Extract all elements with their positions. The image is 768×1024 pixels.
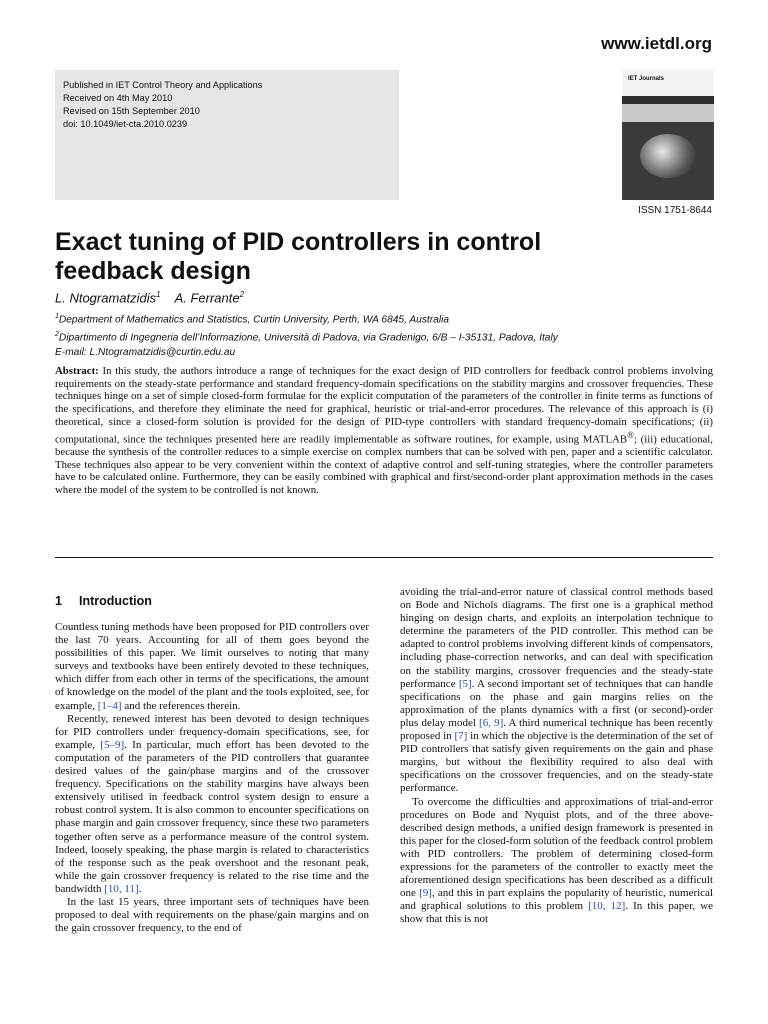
abstract-text-part2: ; (iii) educational, because the synthesis of the controller reduces to a simple exercise on complex numbers that can be solved with pen, paper and a scientific calculator. These techniques also appear to be very convenient within the context of adaptive control and self-tuning strategies, where the controller parameters have to be calculated online. Furthermore, they can be easily combined with graphical and first/second-order plant approximation methods in the cases where the model of the system to be controlled is not known. [55, 433, 713, 496]
cover-title-bar [622, 96, 714, 104]
right-column [400, 586, 713, 926]
citation-link[interactable]: [10, 11] [104, 882, 139, 895]
citation-link[interactable]: [7] [454, 730, 468, 743]
author-email[interactable]: E-mail: L.Ntogramatzidis@curtin.edu.au [55, 346, 236, 358]
text-run: In the last 15 years, three important sets of techniques have been proposed to deal with requirements on the phase/gain margins and on the gain crossover frequency, to the end of [55, 895, 369, 935]
text-run: To overcome the difficulties and approximations of trial-and-error procedures on Bode and Nyquist plots, and of the three above-described design methods, a unified design framework is presented in this paper for the closed-form solution of the feedback control problem with PID controllers. The problem of determining closed-form expressions for the parameters of the controller to exactly meet the aforementioned design specifications has been described as a difficult one [400, 795, 713, 900]
affil-mark: 1 [55, 313, 59, 320]
citation-link[interactable]: [1–4] [97, 699, 122, 712]
citation-link[interactable]: [9] [419, 887, 432, 900]
pub-journal-line: Published in IET Control Theory and Applications [63, 80, 263, 90]
abstract [55, 365, 713, 497]
abstract-label: Abstract: [55, 365, 99, 377]
text-run: Countless tuning methods have been proposed for PID controllers over the last 70 years. Accounting for all of them goes beyond the possibilities of this paper. We limit ourselves to noting that many surveys and textbooks have been entirely devoted to these techniques, which differ from each other in terms of the specifications, the amount of knowledge on the model of the plant and the tools exploited, see, for example, [55, 621, 369, 712]
author-name: A. Ferrante [174, 290, 240, 306]
citation-link[interactable]: [5] [458, 677, 472, 690]
affil-text: Dipartimento di Ingegneria dell’Informazione, Università di Padova, via Gradenigo, 6/B – I-35131, Padova, Italy [58, 332, 558, 344]
affil-text: Department of Mathematics and Statistics, Curtin University, Perth, WA 6845, Australia [58, 314, 450, 326]
affil-mark: 2 [55, 330, 59, 338]
citation-link[interactable]: [5–9] [100, 738, 125, 751]
text-run: . A third numerical technique has been recently proposed in [400, 716, 714, 743]
affiliations [55, 310, 558, 360]
text-run: . In particular, much effort has been devoted to the computation of the parameters of the PID controllers that guarantee desired values of the gain/phase margins and of the crossover frequency. Specifications on the stability margins have always been extensively utilised in feedback control system design to ensure a robust control system. It is also common to encounter specifications on phase margin and gain crossover frequency, since these two parameters together often serve as a performance measure of the control system. Indeed, loosely speaking, the phase margin is related to characteristics of the response such as the peak overshoot and the resonant peak, while the gain crossover frequency is related to the rise time and the bandwidth [55, 738, 369, 895]
text-run: . [138, 882, 142, 895]
site-url[interactable]: www.ietdl.org [601, 34, 712, 53]
body-paragraph [55, 621, 369, 713]
pub-received-line: Received on 4th May 2010 [63, 93, 173, 103]
body-paragraph [55, 896, 369, 935]
affiliation-2 [55, 328, 558, 346]
author-list [55, 290, 244, 305]
text-run: in which the objective is the determination of the set of PID controllers that satisfy given requirements on the gain and phase margins, but without the flexibility required to also deal with specifications on the crossover frequencies, and on the steady-state performance. [400, 730, 713, 795]
publication-info-box [55, 70, 399, 200]
body-paragraph [55, 713, 369, 896]
citation-link[interactable]: [10, 12] [588, 900, 626, 913]
citation-link[interactable]: [6, 9] [479, 716, 504, 729]
section-number: 1 [55, 594, 62, 608]
abstract-text-part1: In this study, the authors introduce a range of techniques for the exact design of PID controllers for feedback control problems involving requirements on the steady-state performance and standard frequency-domain specifications on the stability margins and crossover frequencies. These techniques hinge on a set of simple closed-form formulae for the explicit computation of the parameters of the controller in finite terms as functions of the specifications, and therefore they eliminate the need for graphical, heuristic or trial-and-error procedures. The relevance of this approach is (i) theoretical, since a closed-form solution is provided for the design of PID-type controllers with standard frequency-domain specifications; (ii) computational, since the techniques presented here are readily implementable as software routines, for example, using MATLAB [55, 365, 713, 446]
paper-title: Exact tuning of PID controllers in control feedback design [55, 228, 542, 285]
text-run: . In this paper, we show that this is not [400, 900, 714, 926]
section-title: Introduction [79, 594, 152, 608]
issn-label: ISSN 1751-8644 [638, 205, 712, 216]
cover-illustration [640, 134, 696, 178]
cover-journal-label: IET Journals [628, 76, 665, 82]
journal-cover-image [622, 70, 714, 200]
abstract-divider [55, 557, 713, 558]
body-paragraph [400, 586, 713, 796]
left-column [55, 594, 369, 935]
trademark-mark: ® [627, 429, 634, 440]
author-affil-mark: 1 [156, 290, 161, 299]
text-run: and the references therein. [121, 699, 241, 712]
text-run: Recently, renewed interest has been devoted to design techniques for PID controllers under frequency-domain specifications, see, for example, [55, 712, 369, 751]
body-paragraph [400, 796, 713, 927]
pub-doi-line[interactable]: doi: 10.1049/iet-cta.2010.0239 [63, 119, 188, 129]
author-name: L. Ntogramatzidis [55, 290, 157, 306]
section-heading [55, 594, 369, 608]
affiliation-1 [55, 310, 558, 328]
text-run: . A second important set of techniques that can handle specifications on the phase and gain margins relies on the approximation of the plants dynamics with a first (or second)-order plus delay model [400, 677, 713, 729]
pub-revised-line: Revised on 15th September 2010 [63, 106, 200, 116]
text-run: , and this in part explains the popularity of heuristic, numerical and graphical solutions to this problem [400, 887, 714, 913]
author-affil-mark: 2 [239, 290, 245, 299]
text-run: avoiding the trial-and-error nature of classical control methods based on Bode and Nichols diagrams. The first one is a graphical method hinging on design charts, and exploits an interpolation technique to determine the parameters of the PID controller. This method can be adapted to control problems involving different kinds of compensators, including phase-correction networks, and can deal with specification on the stability margins, crossover frequencies and the steady-state performance [400, 586, 713, 690]
